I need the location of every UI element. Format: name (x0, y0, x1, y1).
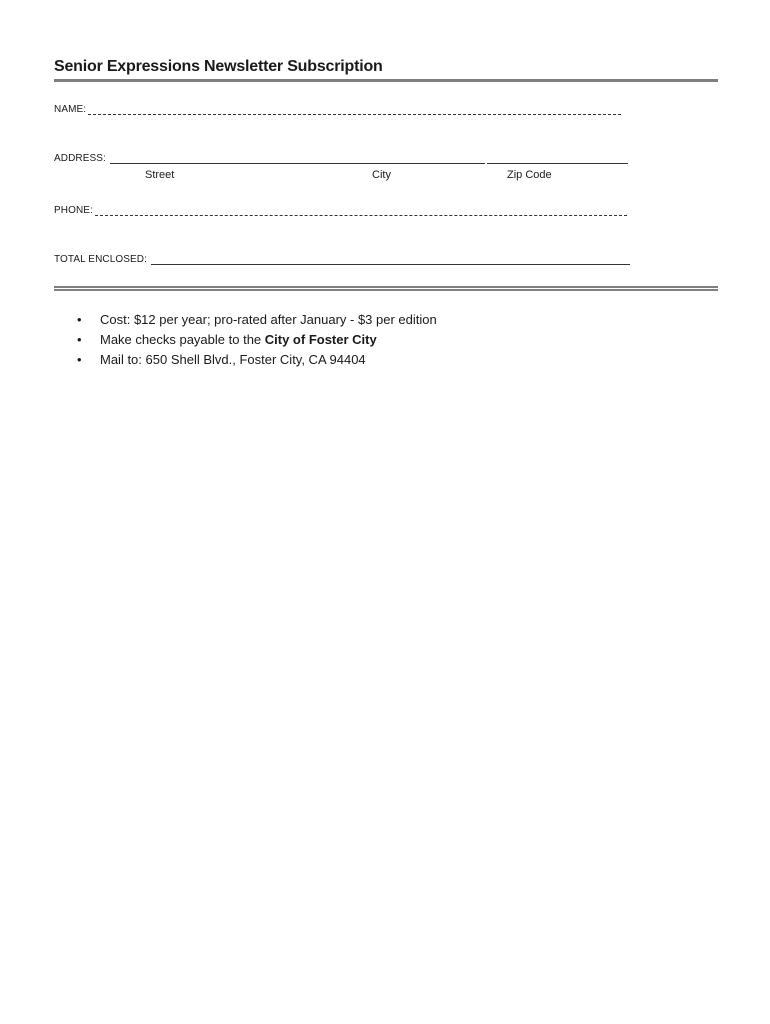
list-item-mail (74, 350, 437, 370)
name-field-row (54, 104, 621, 116)
name-label: NAME: (54, 104, 87, 115)
phone-entry-line[interactable] (95, 215, 627, 216)
form-title: Senior Expressions Newsletter Subscription (54, 58, 383, 75)
city-sublabel: City (372, 169, 391, 181)
info-list (74, 310, 437, 370)
checks-text-prefix: Make checks payable to the (100, 332, 265, 347)
mail-text: Mail to: 650 Shell Blvd., Foster City, CA 94404 (100, 352, 366, 367)
section-divider (54, 286, 718, 291)
address-zip-line[interactable] (487, 163, 628, 164)
total-enclosed-field-row (54, 254, 630, 266)
street-sublabel: Street (145, 169, 175, 181)
list-item-checks (74, 330, 437, 350)
phone-field-row (54, 205, 627, 217)
total-enclosed-entry-line[interactable] (151, 264, 630, 265)
total-enclosed-label: TOTAL ENCLOSED: (54, 254, 148, 265)
cost-text: Cost: $12 per year; pro-rated after January - $3 per edition (100, 312, 437, 327)
phone-label: PHONE: (54, 205, 93, 216)
bullet-icon: • (77, 332, 82, 347)
title-divider (54, 79, 718, 82)
zip-code-sublabel: Zip Code (507, 169, 552, 181)
bullet-icon: • (77, 312, 82, 327)
checks-payee: City of Foster City (264, 332, 377, 347)
address-field-row (54, 153, 628, 165)
bullet-icon: • (77, 352, 82, 367)
list-item-cost (74, 310, 437, 330)
name-entry-line[interactable] (88, 114, 621, 115)
address-street-city-line[interactable] (110, 163, 485, 164)
address-label: ADDRESS: (54, 153, 106, 164)
